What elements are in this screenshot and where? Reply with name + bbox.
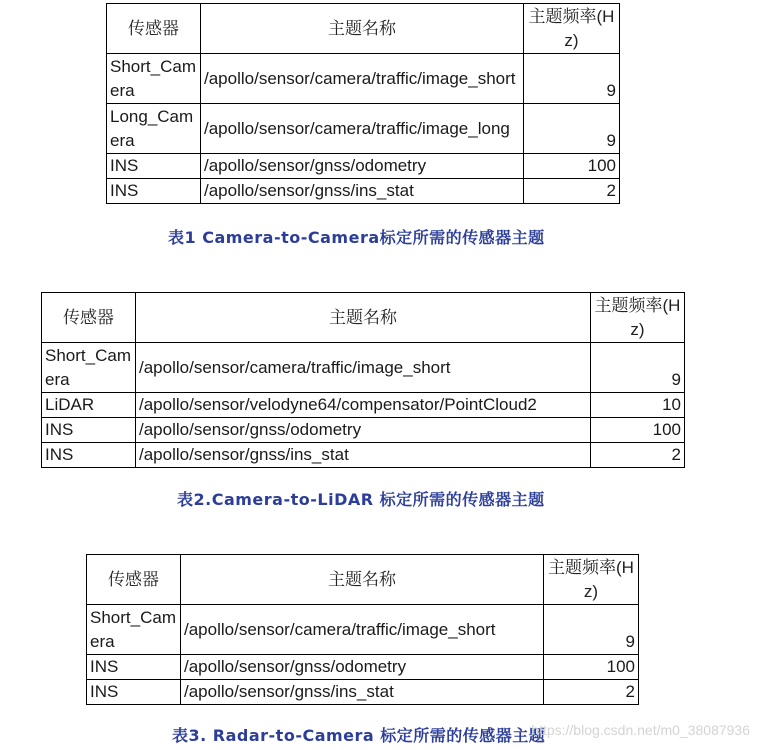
watermark-text: https://blog.csdn.net/m0_38087936 xyxy=(531,722,750,738)
sensor-cell: Short_Camera xyxy=(42,343,136,393)
table-row xyxy=(107,154,620,179)
sensor-cell: INS xyxy=(42,418,136,443)
frequency-cell: 100 xyxy=(544,655,639,680)
frequency-cell: 100 xyxy=(524,154,620,179)
topic-cell: /apollo/sensor/gnss/odometry xyxy=(201,154,524,179)
sensor-cell: Long_Camera xyxy=(107,104,201,154)
table-2-caption: 表2.Camera-to-LiDAR 标定所需的传感器主题 xyxy=(177,490,545,509)
table-3 xyxy=(86,554,639,705)
table-row xyxy=(107,179,620,204)
sensor-cell: LiDAR xyxy=(42,393,136,418)
topic-cell: /apollo/sensor/gnss/ins_stat xyxy=(136,443,591,468)
topic-cell: /apollo/sensor/camera/traffic/image_short xyxy=(136,343,591,393)
table-1 xyxy=(106,3,620,204)
frequency-cell: 100 xyxy=(591,418,685,443)
frequency-cell: 9 xyxy=(524,104,620,154)
table-2 xyxy=(41,292,685,468)
header-sensor: 传感器 xyxy=(107,4,201,54)
table-row xyxy=(42,343,685,393)
frequency-cell: 2 xyxy=(544,680,639,705)
header-topic: 主题名称 xyxy=(201,4,524,54)
table-row xyxy=(42,418,685,443)
topic-cell: /apollo/sensor/gnss/odometry xyxy=(136,418,591,443)
header-sensor: 传感器 xyxy=(87,555,181,605)
table-1-caption: 表1 Camera-to-Camera标定所需的传感器主题 xyxy=(168,228,545,247)
frequency-cell: 9 xyxy=(544,605,639,655)
topic-cell: /apollo/sensor/gnss/ins_stat xyxy=(181,680,544,705)
topic-cell: /apollo/sensor/camera/traffic/image_short xyxy=(201,54,524,104)
sensor-cell: INS xyxy=(87,680,181,705)
table-row xyxy=(87,605,639,655)
table-row xyxy=(42,443,685,468)
sensor-cell: INS xyxy=(87,655,181,680)
header-frequency: 主题频率(Hz) xyxy=(524,4,620,54)
frequency-cell: 2 xyxy=(524,179,620,204)
header-frequency: 主题频率(Hz) xyxy=(591,293,685,343)
topic-cell: /apollo/sensor/gnss/ins_stat xyxy=(201,179,524,204)
header-topic: 主题名称 xyxy=(181,555,544,605)
table-row xyxy=(87,655,639,680)
frequency-cell: 9 xyxy=(524,54,620,104)
frequency-cell: 2 xyxy=(591,443,685,468)
sensor-cell: INS xyxy=(107,154,201,179)
sensor-cell: INS xyxy=(107,179,201,204)
topic-cell: /apollo/sensor/velodyne64/compensator/PointCloud2 xyxy=(136,393,591,418)
table-row xyxy=(107,54,620,104)
table-row xyxy=(107,104,620,154)
table-3-caption: 表3. Radar-to-Camera 标定所需的传感器主题 xyxy=(172,726,546,745)
header-topic: 主题名称 xyxy=(136,293,591,343)
topic-cell: /apollo/sensor/camera/traffic/image_short xyxy=(181,605,544,655)
frequency-cell: 9 xyxy=(591,343,685,393)
topic-cell: /apollo/sensor/gnss/odometry xyxy=(181,655,544,680)
sensor-cell: Short_Camera xyxy=(87,605,181,655)
table-row xyxy=(42,393,685,418)
sensor-cell: Short_Camera xyxy=(107,54,201,104)
table-row xyxy=(87,680,639,705)
sensor-cell: INS xyxy=(42,443,136,468)
frequency-cell: 10 xyxy=(591,393,685,418)
topic-cell: /apollo/sensor/camera/traffic/image_long xyxy=(201,104,524,154)
header-frequency: 主题频率(Hz) xyxy=(544,555,639,605)
header-sensor: 传感器 xyxy=(42,293,136,343)
